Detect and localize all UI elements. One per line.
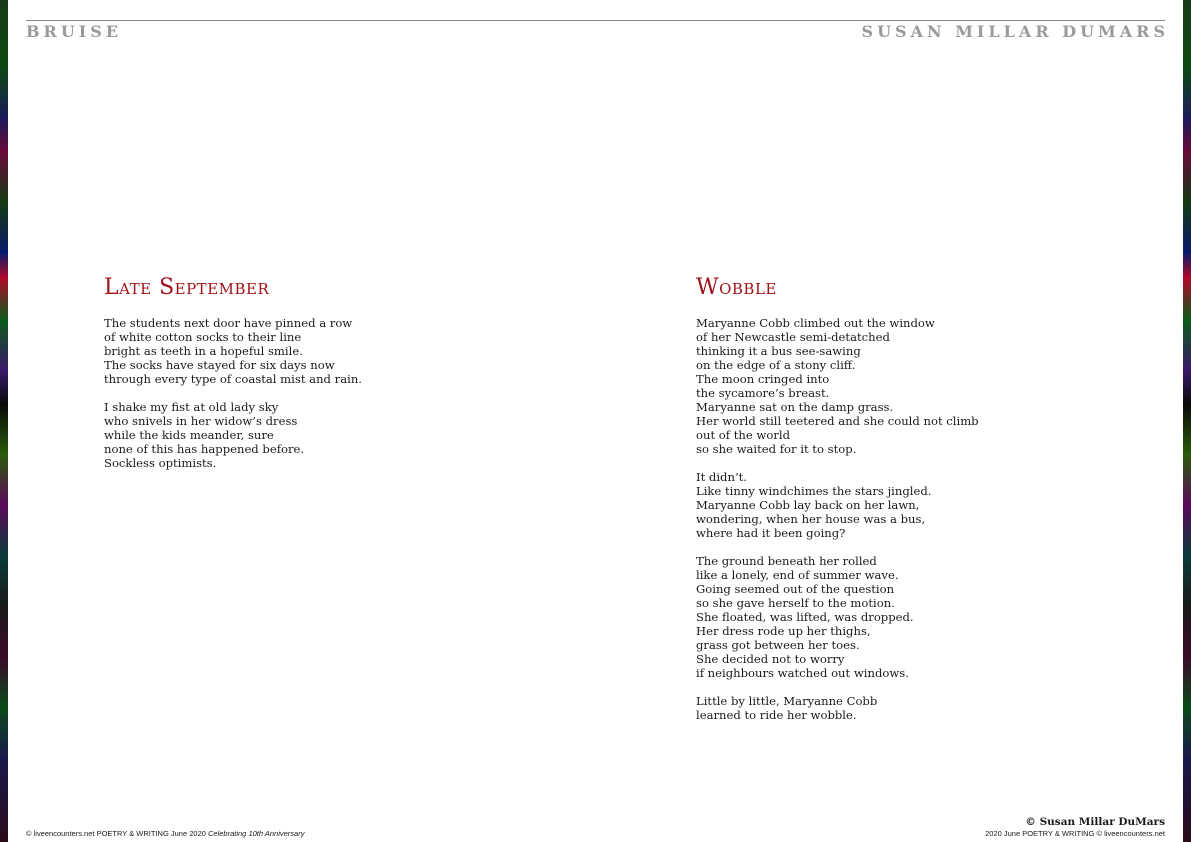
poem-line: The students next door have pinned a row [104, 316, 353, 330]
footer-right-text: 2020 June POETRY & WRITING © liveencounters.net [985, 829, 1165, 838]
poem-line: grass got between her toes. [696, 638, 860, 652]
poem-line: out of the world [696, 428, 790, 442]
poem-line: while the kids meander, sure [104, 428, 274, 442]
left-edge-decoration [0, 0, 8, 842]
poem-line: bright as teeth in a hopeful smile. [104, 344, 303, 358]
poem-line: on the edge of a stony cliff. [696, 358, 856, 372]
poem-line: Going seemed out of the question [696, 582, 895, 596]
poem-line: It didn’t. [696, 470, 747, 484]
right-edge-decoration [1183, 0, 1191, 842]
author-copyright: © Susan Millar DuMars [1025, 816, 1165, 828]
poem-title: Wobble [696, 275, 777, 300]
running-head-author: SUSAN MILLAR DUMARS [861, 22, 1169, 41]
poem-line: the sycamore’s breast. [696, 386, 830, 400]
poem-wobble [696, 274, 1136, 736]
footer-anniversary: Celebrating 10th Anniversary [208, 829, 305, 838]
header-rule [26, 20, 1165, 21]
poem-line: of her Newcastle semi-detatched [696, 330, 890, 344]
footer-left-text: © liveencounters.net POETRY & WRITING June 2020 [26, 829, 208, 838]
poem-line: The ground beneath her rolled [696, 554, 877, 568]
running-head-book-title: BRUISE [26, 22, 123, 41]
stanza [104, 316, 544, 386]
stanza [696, 694, 1136, 722]
magazine-spread [8, 0, 1183, 842]
poem-line: where had it been going? [696, 526, 846, 540]
poem-line: I shake my fist at old lady sky [104, 400, 279, 414]
poem-line: The moon cringed into [696, 372, 830, 386]
poem-line: so she gave herself to the motion. [696, 596, 895, 610]
stanza [696, 470, 1136, 540]
footer-publication-right [985, 816, 1165, 838]
poem-line: Her dress rode up her thighs, [696, 624, 871, 638]
poem-line: Maryanne Cobb climbed out the window [696, 316, 935, 330]
poem-line: learned to ride her wobble. [696, 708, 857, 722]
poem-line: Little by little, Maryanne Cobb [696, 694, 878, 708]
poem-line: She decided not to worry [696, 652, 845, 666]
poem-line: Maryanne sat on the damp grass. [696, 400, 894, 414]
poem-late-september [104, 274, 544, 484]
poem-line: so she waited for it to stop. [696, 442, 857, 456]
poem-title: Late September [104, 275, 270, 300]
poem-line: Her world still teetered and she could not climb [696, 414, 979, 428]
poem-line: none of this has happened before. [104, 442, 305, 456]
stanza [696, 316, 1136, 456]
stanza [696, 554, 1136, 680]
poem-line: through every type of coastal mist and rain. [104, 372, 362, 386]
poem-line: thinking it a bus see-sawing [696, 344, 861, 358]
poem-line: She floated, was lifted, was dropped. [696, 610, 914, 624]
footer-publication-left [26, 829, 304, 838]
poem-line: if neighbours watched out windows. [696, 666, 909, 680]
poem-line: like a lonely, end of summer wave. [696, 568, 899, 582]
poem-line: Maryanne Cobb lay back on her lawn, [696, 498, 920, 512]
stanza [104, 400, 544, 470]
poem-line: of white cotton socks to their line [104, 330, 302, 344]
poem-line: Like tinny windchimes the stars jingled. [696, 484, 932, 498]
poem-line: wondering, when her house was a bus, [696, 512, 926, 526]
poem-line: The socks have stayed for six days now [104, 358, 335, 372]
poem-line: Sockless optimists. [104, 456, 217, 470]
poem-line: who snivels in her widow’s dress [104, 414, 298, 428]
